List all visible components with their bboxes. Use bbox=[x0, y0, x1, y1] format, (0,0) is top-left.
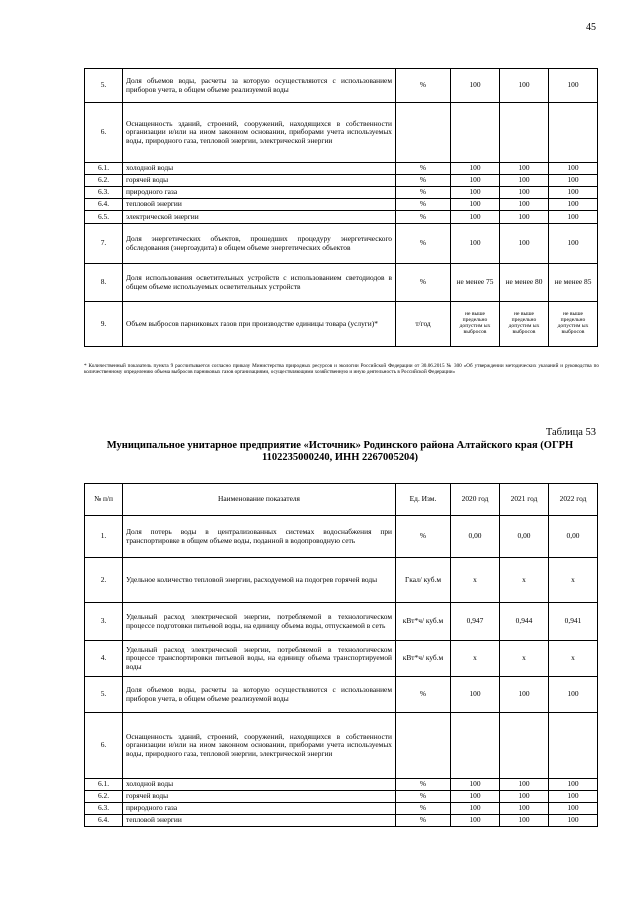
table-row bbox=[85, 69, 598, 103]
indicators-table bbox=[84, 483, 598, 827]
unit-cell: % bbox=[396, 199, 451, 211]
value-2021: 100 bbox=[500, 815, 549, 827]
unit-cell: % bbox=[396, 187, 451, 199]
value-2022: не менее 85 bbox=[549, 264, 598, 302]
row-number: 6.2. bbox=[85, 175, 123, 187]
value-2022: 100 bbox=[549, 224, 598, 264]
table-row bbox=[85, 516, 598, 558]
value-2021: х bbox=[500, 641, 549, 677]
header-2021: 2021 год bbox=[500, 484, 549, 516]
indicator-name: Доля использования осветительных устройств с использованием светодиодов в общем объеме используемых осветительных устройств bbox=[123, 264, 396, 302]
header-2022: 2022 год bbox=[549, 484, 598, 516]
row-number: 6.5. bbox=[85, 211, 123, 224]
value-2021: не выше предельно допустим ых выбросов bbox=[500, 302, 549, 347]
value-2022: 100 bbox=[549, 199, 598, 211]
row-number: 6. bbox=[85, 103, 123, 163]
row-number: 6.1. bbox=[85, 779, 123, 791]
unit-cell bbox=[396, 103, 451, 163]
value-2021: 100 bbox=[500, 779, 549, 791]
value-2022: 100 bbox=[549, 791, 598, 803]
value-2021: 100 bbox=[500, 199, 549, 211]
value-2021: 100 bbox=[500, 187, 549, 199]
header-num: № п/п bbox=[85, 484, 123, 516]
table-row bbox=[85, 103, 598, 163]
unit-cell: % bbox=[396, 803, 451, 815]
row-number: 6.3. bbox=[85, 187, 123, 199]
row-number: 6.3. bbox=[85, 803, 123, 815]
indicator-name: природного газа bbox=[123, 187, 396, 199]
value-2022: 100 bbox=[549, 803, 598, 815]
footnote: * Количественный показатель пункта 9 рассчитывается согласно приказу Министерства природных ресурсов и экологии Российской Федерации от 30.06.2015 № 300 «Об утверждении методических указаний и руководства по количественному определению объема выбросов парниковых газов организациями, осуществляющими хозяйственную и иную деятельность в Российской Федерации» bbox=[84, 363, 599, 376]
unit-cell: т/год bbox=[396, 302, 451, 347]
indicator-name: Удельный расход электрической энергии, потребляемой в технологическом процессе подготовки питьевой воды, на единицу объема воды, отпускаемой в сеть bbox=[123, 603, 396, 641]
value-2020: 100 bbox=[451, 779, 500, 791]
value-2022: 100 bbox=[549, 187, 598, 199]
table-row bbox=[85, 264, 598, 302]
value-2021: 100 bbox=[500, 211, 549, 224]
table-row bbox=[85, 815, 598, 827]
row-number: 8. bbox=[85, 264, 123, 302]
row-number: 3. bbox=[85, 603, 123, 641]
value-2020: 0,947 bbox=[451, 603, 500, 641]
unit-cell: % bbox=[396, 516, 451, 558]
value-2020: 100 bbox=[451, 224, 500, 264]
unit-cell: % bbox=[396, 224, 451, 264]
value-2020: 100 bbox=[451, 187, 500, 199]
value-2020: 100 bbox=[451, 815, 500, 827]
unit-cell: % bbox=[396, 163, 451, 175]
table-row bbox=[85, 803, 598, 815]
value-2021: 100 bbox=[500, 224, 549, 264]
value-2020 bbox=[451, 713, 500, 779]
value-2020: 0,00 bbox=[451, 516, 500, 558]
value-2021: 100 bbox=[500, 69, 549, 103]
unit-cell: % bbox=[396, 677, 451, 713]
value-2021: 100 bbox=[500, 791, 549, 803]
page-number: 45 bbox=[586, 22, 596, 33]
table-row bbox=[85, 603, 598, 641]
row-number: 9. bbox=[85, 302, 123, 347]
row-number: 6. bbox=[85, 713, 123, 779]
row-number: 2. bbox=[85, 558, 123, 603]
indicator-name: Доля объемов воды, расчеты за которую осуществляются с использованием приборов учета, в общем объеме реализуемой воды bbox=[123, 69, 396, 103]
value-2020 bbox=[451, 103, 500, 163]
value-2022: 100 bbox=[549, 69, 598, 103]
table-row bbox=[85, 224, 598, 264]
unit-cell: % bbox=[396, 69, 451, 103]
value-2021: не менее 80 bbox=[500, 264, 549, 302]
indicator-name: природного газа bbox=[123, 803, 396, 815]
header-2020: 2020 год bbox=[451, 484, 500, 516]
value-2022: х bbox=[549, 641, 598, 677]
value-2020: х bbox=[451, 558, 500, 603]
value-2021: 100 bbox=[500, 163, 549, 175]
indicator-name: Доля энергетических объектов, прошедших процедуру энергетического обследования (энергоаудита) в общем объеме энергетических объектов bbox=[123, 224, 396, 264]
value-2022: не выше предельно допустим ых выбросов bbox=[549, 302, 598, 347]
row-number: 4. bbox=[85, 641, 123, 677]
indicator-name: горячей воды bbox=[123, 791, 396, 803]
unit-cell: кВт*ч/ куб.м bbox=[396, 641, 451, 677]
unit-cell: % bbox=[396, 264, 451, 302]
indicator-name: холодной воды bbox=[123, 163, 396, 175]
row-number: 7. bbox=[85, 224, 123, 264]
row-number: 1. bbox=[85, 516, 123, 558]
value-2021: 0,944 bbox=[500, 603, 549, 641]
value-2020: 100 bbox=[451, 211, 500, 224]
unit-cell bbox=[396, 713, 451, 779]
value-2022: 100 bbox=[549, 163, 598, 175]
value-2020: 100 bbox=[451, 677, 500, 713]
value-2021: х bbox=[500, 558, 549, 603]
table-row bbox=[85, 641, 598, 677]
value-2022: 100 bbox=[549, 815, 598, 827]
indicators-table-continued bbox=[84, 68, 598, 347]
value-2022: 100 bbox=[549, 175, 598, 187]
unit-cell: % bbox=[396, 815, 451, 827]
unit-cell: кВт*ч/ куб.м bbox=[396, 603, 451, 641]
unit-cell: % bbox=[396, 779, 451, 791]
value-2022 bbox=[549, 713, 598, 779]
value-2020: 100 bbox=[451, 163, 500, 175]
value-2020: не выше предельно допустим ых выбросов bbox=[451, 302, 500, 347]
indicator-name: Удельный расход электрической энергии, потребляемой в технологическом процессе транспортировки питьевой воды, на единицу объема транспортируемой воды bbox=[123, 641, 396, 677]
value-2020: х bbox=[451, 641, 500, 677]
table-row bbox=[85, 677, 598, 713]
indicator-name: Оснащенность зданий, строений, сооружений, находящихся в собственности организации и/или на ином законном основании, приборами учета используемых воды, природного газа, тепловой энергии, электрической энергии bbox=[123, 103, 396, 163]
table-label: Таблица 53 bbox=[545, 427, 596, 438]
row-number: 5. bbox=[85, 677, 123, 713]
value-2020: 100 bbox=[451, 803, 500, 815]
indicator-name: горячей воды bbox=[123, 175, 396, 187]
row-number: 6.2. bbox=[85, 791, 123, 803]
table-row bbox=[85, 163, 598, 175]
value-2021: 100 bbox=[500, 803, 549, 815]
table-row bbox=[85, 187, 598, 199]
indicator-name: Оснащенность зданий, строений, сооружений, находящихся в собственности организации и/или на ином законном основании, приборами учета используемых воды, природного газа, тепловой энергии, электрической энергии bbox=[123, 713, 396, 779]
value-2020: 100 bbox=[451, 199, 500, 211]
table-row bbox=[85, 199, 598, 211]
indicator-name: Удельное количество тепловой энергии, расходуемой на подогрев горячей воды bbox=[123, 558, 396, 603]
header-name: Наименование показателя bbox=[123, 484, 396, 516]
row-number: 6.4. bbox=[85, 815, 123, 827]
value-2021 bbox=[500, 713, 549, 779]
indicator-name: Доля потерь воды в централизованных системах водоснабжения при транспортировке в общем объеме воды, поданной в водопроводную сеть bbox=[123, 516, 396, 558]
value-2021: 100 bbox=[500, 677, 549, 713]
value-2022 bbox=[549, 103, 598, 163]
row-number: 6.1. bbox=[85, 163, 123, 175]
indicator-name: Объем выбросов парниковых газов при производстве единицы товара (услуги)* bbox=[123, 302, 396, 347]
indicator-name: тепловой энергии bbox=[123, 815, 396, 827]
value-2020: не менее 75 bbox=[451, 264, 500, 302]
indicator-name: холодной воды bbox=[123, 779, 396, 791]
unit-cell: % bbox=[396, 791, 451, 803]
table-row bbox=[85, 558, 598, 603]
value-2021: 0,00 bbox=[500, 516, 549, 558]
indicator-name: электрической энергии bbox=[123, 211, 396, 224]
table-row bbox=[85, 302, 598, 347]
value-2021 bbox=[500, 103, 549, 163]
value-2022: 100 bbox=[549, 211, 598, 224]
table-row bbox=[85, 211, 598, 224]
table-row bbox=[85, 713, 598, 779]
indicator-name: тепловой энергии bbox=[123, 199, 396, 211]
table-row bbox=[85, 175, 598, 187]
row-number: 6.4. bbox=[85, 199, 123, 211]
value-2022: 100 bbox=[549, 677, 598, 713]
value-2020: 100 bbox=[451, 175, 500, 187]
unit-cell: Гкал/ куб.м bbox=[396, 558, 451, 603]
value-2020: 100 bbox=[451, 791, 500, 803]
value-2022: 0,941 bbox=[549, 603, 598, 641]
unit-cell: % bbox=[396, 175, 451, 187]
table-header-row bbox=[85, 484, 598, 516]
row-number: 5. bbox=[85, 69, 123, 103]
value-2022: 100 bbox=[549, 779, 598, 791]
indicator-name: Доля объемов воды, расчеты за которую осуществляются с использованием приборов учета, в общем объеме реализуемой воды bbox=[123, 677, 396, 713]
organization-title: Муниципальное унитарное предприятие «Источник» Родинского района Алтайского края (ОГРН 1102235000240, ИНН 2267005204) bbox=[106, 440, 574, 463]
header-unit: Ед. Изм. bbox=[396, 484, 451, 516]
unit-cell: % bbox=[396, 211, 451, 224]
table-row bbox=[85, 779, 598, 791]
value-2022: 0,00 bbox=[549, 516, 598, 558]
value-2022: х bbox=[549, 558, 598, 603]
table-row bbox=[85, 791, 598, 803]
value-2021: 100 bbox=[500, 175, 549, 187]
value-2020: 100 bbox=[451, 69, 500, 103]
